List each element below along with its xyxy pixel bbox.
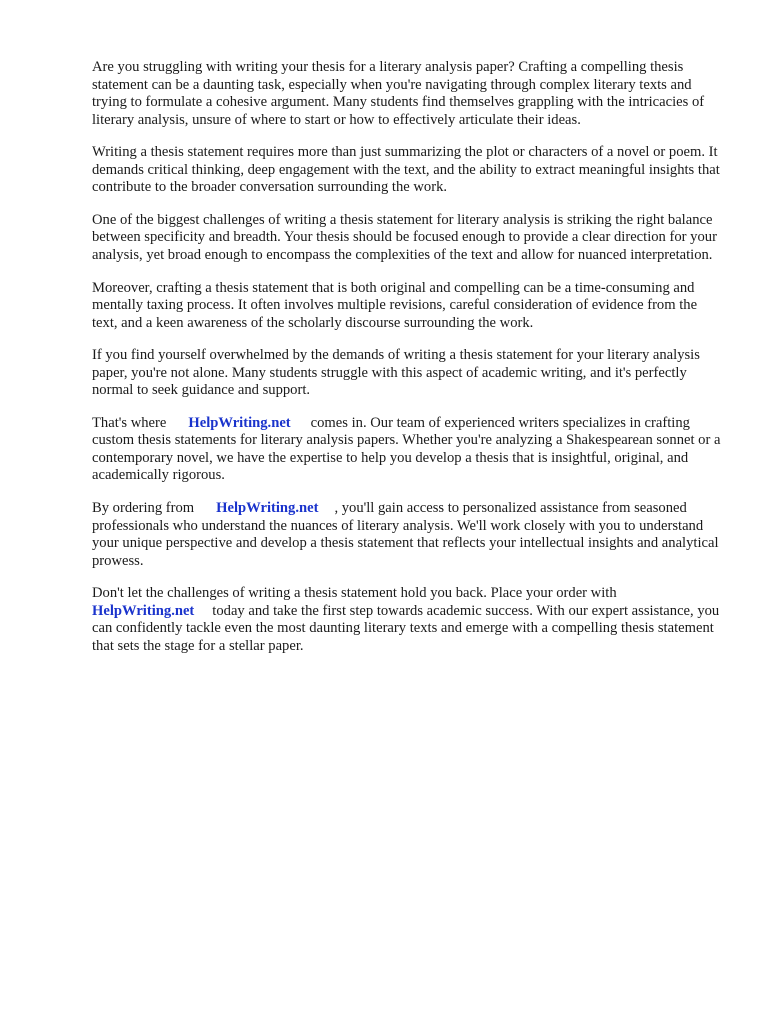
helpwriting-link[interactable]: HelpWriting.net (216, 500, 319, 517)
paragraph-thats-where (92, 415, 722, 485)
text-segment: comes in. Our team of experienced writers specializes in crafting custom thesis statements for literary analysis papers. Whether you're analyzing a Shakespearean sonnet or a contemporary novel, we have the expertise to help you develop a thesis that is insightful, original, and academically rigorous. (92, 414, 721, 484)
text-segment: By ordering from (92, 500, 195, 517)
paragraph-overwhelmed: If you find yourself overwhelmed by the demands of writing a thesis statement for your literary analysis paper, you're not alone. Many students struggle with this aspect of academic writing, and it's perfectly normal to seek guidance and support. (92, 347, 700, 399)
text-segment: That's where (92, 414, 167, 431)
text-segment: , you'll gain access to personalized assistance from seasoned professionals who understand the nuances of literary analysis. We'll work closely with you to understand your unique perspective and develop a thesis statement that reflects your intellectual insights and analytical prowess. (92, 500, 719, 569)
paragraph-thesis-requirements: Writing a thesis statement requires more than just summarizing the plot or characters of a novel or poem. It demands critical thinking, deep engagement with the text, and the ability to extract meaningful insights that contribute to the broader conversation surrounding the work. (92, 144, 720, 196)
text-segment: today and take the first step towards academic success. With our expert assistance, you can confidently tackle even the most daunting literary texts and emerge with a compelling thesis statement that sets the stage for a stellar paper. (92, 602, 720, 654)
paragraph-ordering (92, 500, 722, 570)
paragraph-intro: Are you struggling with writing your thesis for a literary analysis paper? Crafting a compelling thesis statement can be a daunting task, especially when you're navigating through complex literary texts and trying to formulate a cohesive argument. Many students find themselves grappling with the intricacies of literary analysis, unsure of where to start or how to effectively articulate their ideas. (92, 59, 705, 128)
text-segment: Don't let the challenges of writing a thesis statement hold you back. Place your order with (92, 585, 617, 602)
paragraph-call-to-action (92, 585, 722, 655)
paragraph-challenges: One of the biggest challenges of writing a thesis statement for literary analysis is striking the right balance between specificity and breadth. Your thesis should be focused enough to provide a clear direction for your analysis, yet broad enough to encompass the complexities of the text and allow for nuanced interpretation. (92, 211, 717, 263)
paragraph-originality: Moreover, crafting a thesis statement that is both original and compelling can be a time-consuming and mentally taxing process. It often involves multiple revisions, careful consideration of evidence from the text, and a keen awareness of the scholarly discourse surrounding the work. (92, 279, 698, 331)
helpwriting-link[interactable]: HelpWriting.net (92, 602, 195, 619)
helpwriting-link[interactable]: HelpWriting.net (188, 414, 291, 431)
document-body (92, 59, 722, 671)
